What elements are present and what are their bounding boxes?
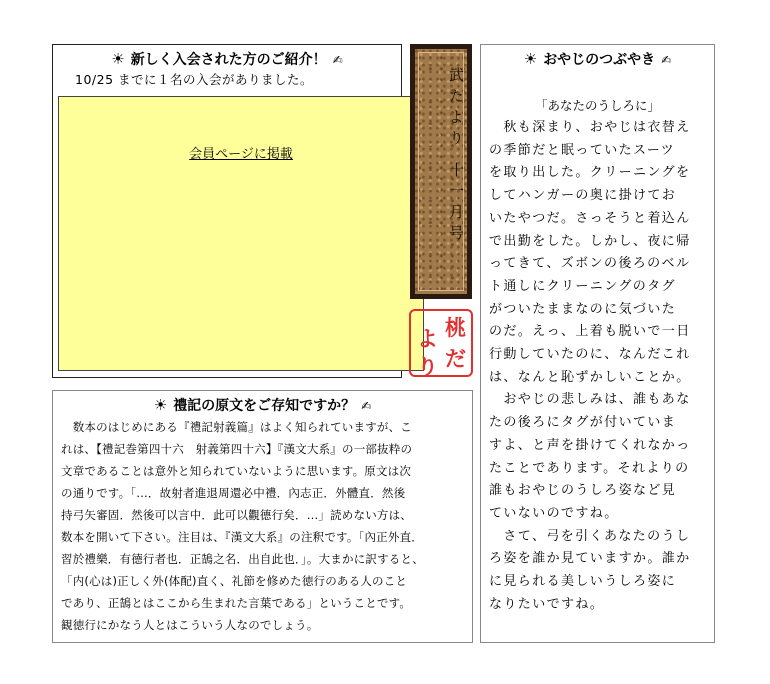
column-line: 誰もおやじのうしろ姿など見 [489, 483, 677, 499]
classic-title: 禮記の原文をご存知ですか？ [173, 398, 356, 414]
seal-char: だ [445, 346, 466, 371]
column-panel [480, 44, 715, 643]
column-line: おやじの悲しみは、誰もあな [489, 392, 691, 408]
column-line: ろ姿を誰か見ていますか。誰か [489, 551, 691, 567]
seal-char: よ [417, 326, 438, 351]
column-line: してハンガーの奥に掛けてお [489, 188, 677, 204]
column-line: の季節だと眠っていたスーツ [489, 142, 676, 158]
pen-icon: ✍ [361, 399, 372, 413]
classic-panel [52, 390, 473, 643]
intro-title: 新しく入会された方のご紹介！ [130, 52, 327, 68]
column-line: のだ。えっ、上着も脱いで一日 [489, 324, 691, 340]
column-line: で出勤をした。しかし、夜に帰 [489, 233, 691, 249]
classic-line: 持弓矢審固．然後可以言中．此可以觀德行矣．…」読めない方は、 [61, 508, 412, 522]
column-line: すよ、と声を掛けてくれなかっ [489, 437, 691, 453]
classic-body [61, 416, 469, 636]
column-line: さて、弓を引くあなたのうし [489, 528, 691, 544]
column-line: に見られる美しいうしろ姿に [489, 574, 677, 590]
classic-line: 「内(心は)正しく外(体配)直く、礼節を修めた徳行のある人のこと [61, 574, 408, 588]
column-line: を取り出した。クリーニングを [489, 165, 691, 181]
classic-line: れは、【禮記巻第四十六 射義第四十六】『漢文大系』の一部抜粋の [61, 442, 413, 456]
column-header [481, 49, 714, 69]
classic-line: 数本のはじめにある『禮記射義篇』はよく知られていますが、こ [61, 420, 412, 434]
classic-line: 習於禮樂．有德行者也．正鵠之名．出自此也．」。大まかに訳すると、 [61, 552, 424, 566]
seal-stamp [409, 309, 473, 377]
column-line: がついたままなのに気づいた [489, 301, 677, 317]
sun-icon: ☀ [111, 50, 125, 68]
seal-char: 桃 [445, 315, 466, 340]
column-body [489, 117, 713, 616]
column-line: なりたいですね。 [489, 596, 605, 612]
intro-panel [52, 44, 402, 378]
column-line: ト通しにクリーニングのタグ [489, 278, 676, 294]
classic-line: 文章であることは意外と知られていないように思います。原文は次 [61, 464, 412, 478]
sun-icon: ☀ [153, 396, 168, 414]
newsletter-banner [410, 44, 472, 299]
sun-icon: ☀ [523, 50, 538, 68]
member-page-link[interactable]: 会員ページに掲載 [189, 147, 293, 162]
seal-char: り [417, 354, 438, 379]
column-line: いたやつだ。さっそうと着込ん [489, 210, 691, 226]
column-subtitle: 「あなたのうしろに」 [534, 98, 660, 113]
classic-line: の通りです。「…．故射者進退周還必中禮．內志正．外體直．然後 [61, 486, 406, 500]
column-line: たの後ろにタグが付いていま [489, 415, 677, 431]
intro-header [53, 49, 401, 69]
banner-title: 武たより 十一月号 [447, 67, 465, 246]
column-line: たことであります。それよりの [489, 460, 690, 476]
column-line: 秋も深まり、おやじは衣替え [489, 120, 691, 135]
classic-line: であり、正鵠とはここから生まれた言葉である」ということです。 [61, 596, 412, 610]
column-line: ていないのですね。 [489, 505, 619, 521]
pen-icon: ✍ [661, 53, 672, 67]
member-panel [58, 96, 424, 371]
column-title: おやじのつぶやき [543, 52, 656, 68]
column-line: 行動していたのに、なんだこれ [489, 347, 691, 363]
classic-header [53, 395, 472, 415]
pen-icon: ✍ [332, 53, 343, 67]
intro-notice: 10/25 までに１名の入会がありました。 [75, 72, 313, 87]
classic-line: 数本を開いて下さい。注目は、『漢文大系』の注釈です。「內正外直． [61, 530, 423, 544]
column-line: ってきて、ズボンの後ろのベル [489, 256, 691, 272]
column-line: は、なんと恥ずかしいことか。 [489, 369, 691, 385]
classic-line: 観徳行にかなう人とはこういう人なのでしょう。 [61, 618, 319, 632]
